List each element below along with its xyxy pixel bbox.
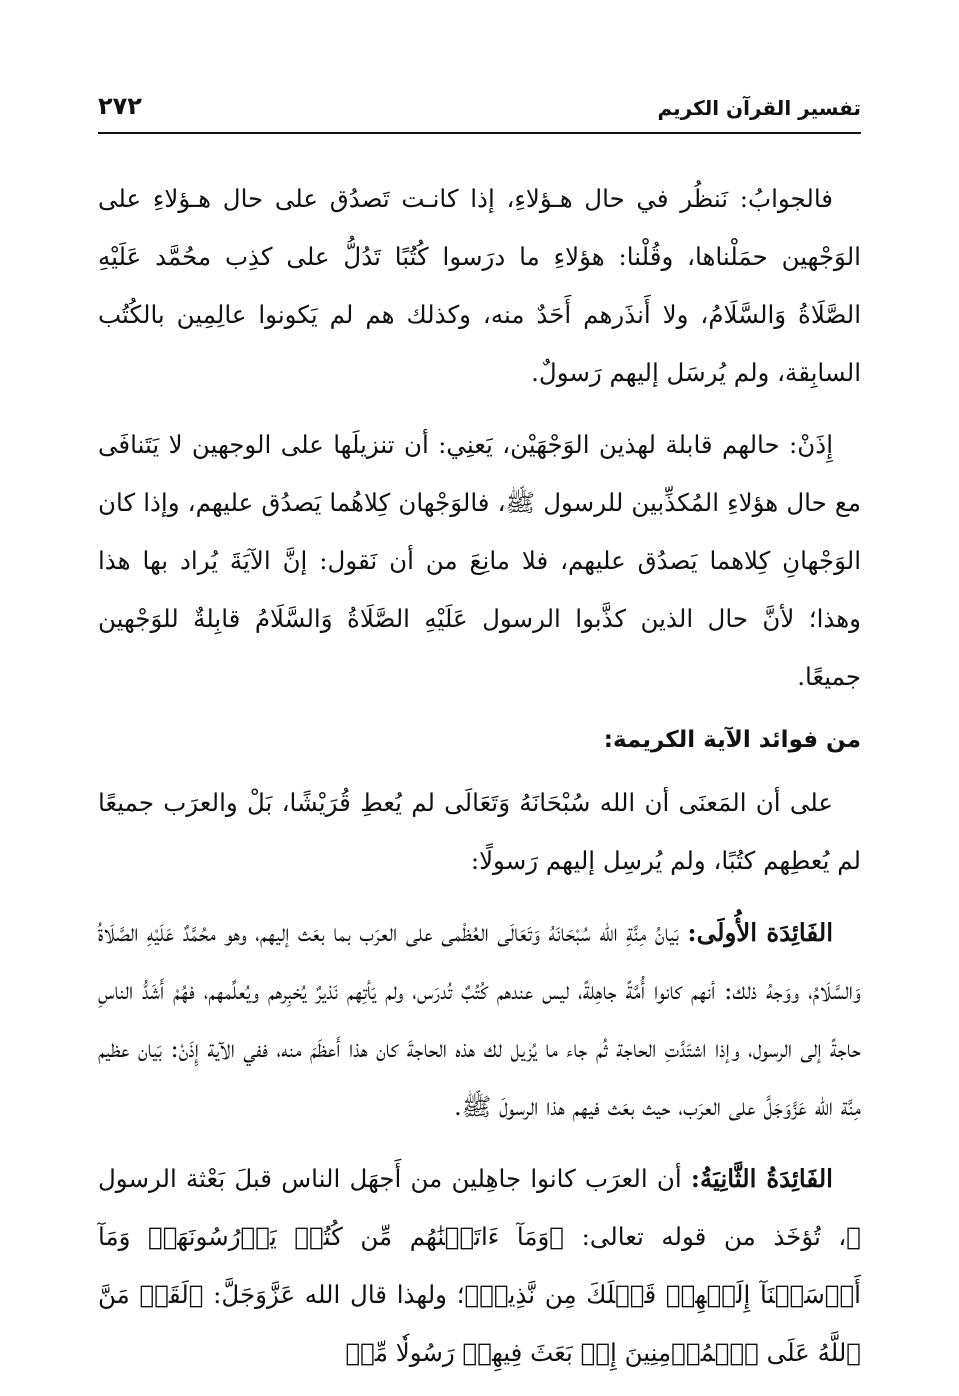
answer-paragraph	[98, 170, 861, 402]
intro-paragraph	[98, 774, 861, 890]
benefit-one-paragraph	[98, 904, 861, 1136]
benefit-one-label: الفَائِدَة الأُولَى:	[687, 918, 833, 947]
page-number: ٢٧٢	[98, 92, 142, 120]
paragraph-text: أن العرَب كانوا جاهِلين من أَجهَل الناس قبلَ بَعْثة الرسول ﷺ، تُؤخَذ من قوله تعالى: ﴿وَمَآ ءَاتَيۡنَٰهُم مِّن كُتُبٖ يَدۡرُسُونَهَاۖ وَمَآ أَرۡسَلۡنَآ إِلَيۡهِمۡ قَبۡلَكَ مِن نَّذِيرٖ﴾؛ ولهذا قال الله عَزَّوَجَلَّ: ﴿لَقَدۡ مَنَّ ٱللَّهُ عَلَى ٱلۡمُؤۡمِنِينَ إِذۡ بَعَثَ فِيهِمۡ رَسُولٗا مِّنۡ	[98, 1164, 861, 1367]
paragraph-text: على أن المَعنَى أن الله سُبْحَانَهُ وَتَعَالَى لم يُعطِ قُرَيْشًا، بَلْ والعرَب جميعًا لم يُعطِهم كتُبًا، ولم يُرسِل إليهم رَسولًا:	[98, 788, 861, 875]
book-title: تفسير القرآن الكريم	[657, 96, 861, 120]
paragraph-text: فالجوابُ: نَنظُر في حال هـؤلاءِ، إذا كانـت تَصدُق على حال هـؤلاءِ على الوَجْهين حمَلْناها، وقُلْنا: هؤلاءِ ما درَسوا كُتُبًا تَدُلُّ على كذِب محُمَّد عَلَيْهِ الصَّلَاةُ وَالسَّلَامُ، ولا أَنذَرهم أَحَدٌ منه، وكذلك هم لم يَكونوا عالِمِين بالكُتُب السابِقة، ولم يُرسَل إليهم رَسولٌ.	[98, 184, 861, 387]
benefit-two-paragraph	[98, 1150, 861, 1382]
running-header	[98, 92, 861, 134]
benefit-two-label: الفَائِدَةُ الثَّانِيَةُ:	[690, 1164, 833, 1193]
paragraph-text: بَيانُ مِنَّةِ الله سُبْحَانَهُ وَتَعَالَى العُظْمى على العرَب بما بعَث إليهم، وهو محُمَّدٌ عَلَيْهِ الصَّلَاةُ وَالسَّلَامُ، ووَجهُ ذلك: أنهم كانوا أُمَّةً جاهِلةً، ليس عندهم كُتُبٌ تُدرَس، ولم يَأتِهم نَذيرٌ يُخبِرهم ويُعلِّمهم، فهُمْ أَشَدُّ الناسِ حاجةً إلى الرسول، وإذا اشتَدَّتِ الحاجة ثُم جاء ما يُزيل لك هذه الحاجةَ كان هذا أَعظَمَ منه، ففي الآية إِذَنْ: بَيان عظيم مِنَّة الله عَزَّوَجَلَّ على العرَب، حيث بعَث فيهم هذا الرسولَ ﷺ.	[98, 918, 861, 1121]
paragraph-text: إِذَنْ: حالهم قابلة لهذين الوَجْهَيْن، يَعنِي: أن تنزيلَها على الوجهين لا يَتَنافَى مع حال هؤلاءِ المُكذِّبين للرسول ﷺ، فالوَجْهان كِلاهُما يَصدُق عليهم، وإذا كان الوَجْهانِ كِلاهما يَصدُق عليهم، فلا مانِعَ من أن نَقول: إنَّ الآيَةَ يُراد بها هذا وهذا؛ لأنَّ حال الذين كذَّبوا الرسول عَلَيْهِ الصَّلَاةُ وَالسَّلَامُ قابِلةٌ للوَجْهين جميعًا.	[98, 430, 861, 691]
conclusion-paragraph	[98, 416, 861, 706]
section-heading: من فوائد الآية الكريمة:	[603, 727, 861, 753]
page-body	[98, 170, 861, 1396]
